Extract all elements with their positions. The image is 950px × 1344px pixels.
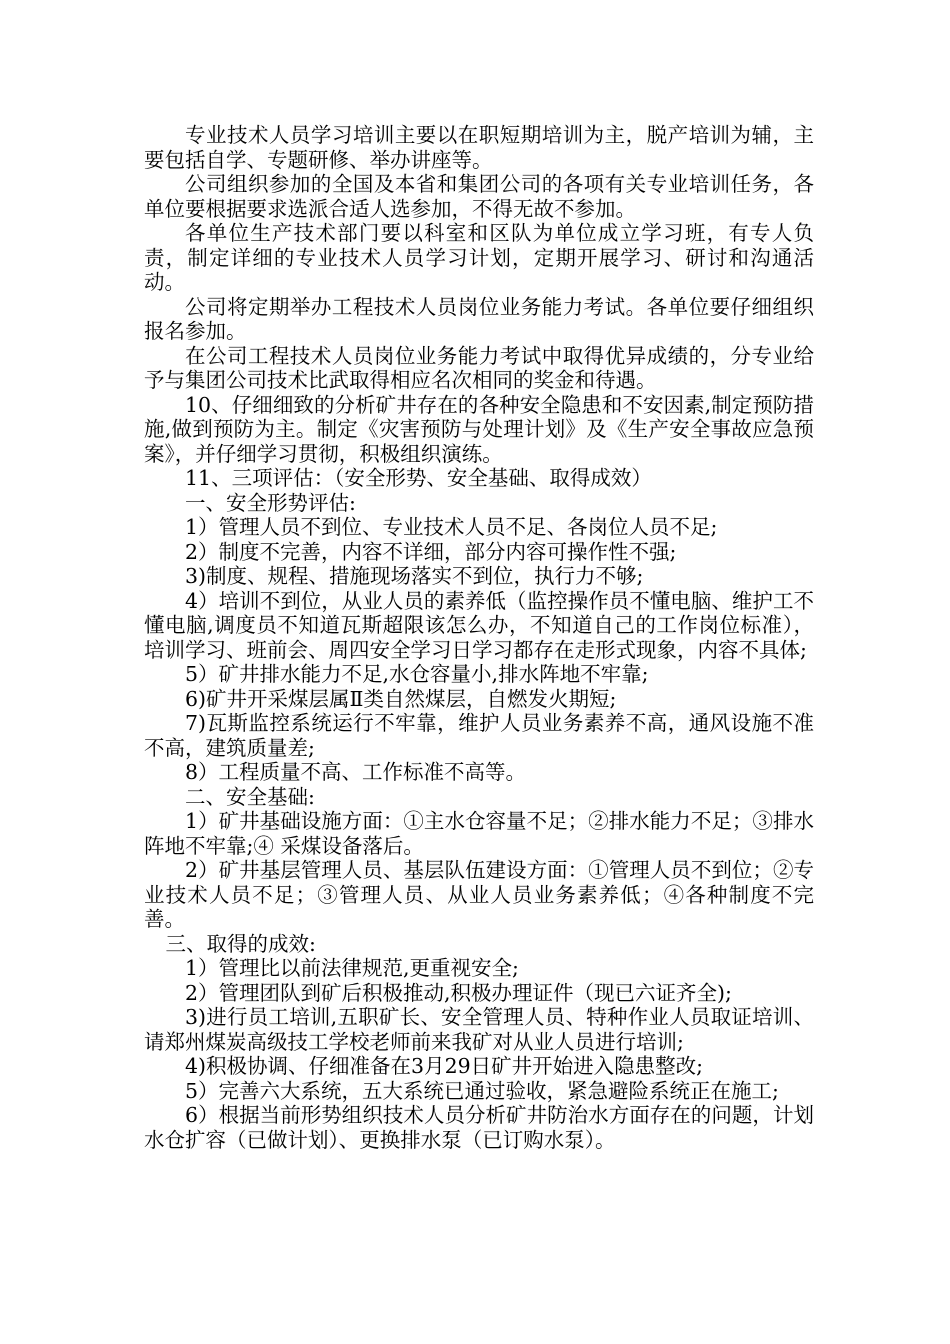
list-item-achievement-2: 2）管理团队到矿后积极推动,积极办理证件（现已六证齐全);: [185, 980, 732, 1005]
paragraph-training-mode: 专业技术人员学习培训主要以在职短期培训为主，脱产培训为辅，主要包括自学、专题研修、举办讲座等。: [144, 123, 814, 172]
list-item-achievement-1: 1）管理比以前法律规范,更重视安全;: [185, 956, 519, 980]
list-item-achievement-5: 5）完善六大系统，五大系统已通过验收，紧急避险系统正在施工;: [185, 1078, 779, 1103]
list-item-situation-5: 5）矿井排水能力不足,水仓容量小,排水阵地不牢靠;: [185, 662, 649, 686]
list-item-situation-3: 3)制度、规程、措施现场落实不到位，执行力不够;: [185, 564, 644, 588]
list-item-situation-2: 2）制度不完善，内容不详细，部分内容可操作性不强;: [185, 539, 677, 564]
paragraph-exam: 公司将定期举办工程技术人员岗位业务能力考试。各单位要仔细组织报名参加。: [144, 294, 814, 343]
list-item-situation-7: 7)瓦斯监控系统运行不牢靠，维护人员业务素养不高，通风设施不准不高，建筑质量差;: [144, 711, 814, 760]
paragraph-item-11: 11、三项评估：（安全形势、安全基础、取得成效）: [185, 466, 652, 490]
list-item-situation-6: 6)矿井开采煤层属Ⅱ类自然煤层，自燃发火期短;: [185, 686, 617, 711]
list-item-achievement-4: 4)积极协调、仔细准备在3月29日矿井开始进入隐患整改;: [185, 1054, 704, 1078]
list-item-situation-1: 1）管理人员不到位、专业技术人员不足、各岗位人员不足;: [185, 515, 718, 539]
list-item-achievement-3: 3)进行员工培训,五职矿长、安全管理人员、特种作业人员取证培训、请郑州煤炭高级技工学校老师前来我矿对从业人员进行培训;: [144, 1005, 814, 1054]
list-item-situation-8: 8）工程质量不高、工作标准不高等。: [185, 760, 527, 784]
paragraph-item-10: 10、仔细细致的分析矿井存在的各种安全隐患和不安因素,制定预防措施,做到预防为主。制定《灾害预防与处理计划》及《生产安全事故应急预案》，并仔细学习贯彻，积极组织演练。: [144, 392, 814, 466]
heading-safety-situation: 一、安全形势评估:: [185, 490, 356, 515]
paragraph-study-class: 各单位生产技术部门要以科室和区队为单位成立学习班，有专人负责，制定详细的专业技术人员学习计划，定期开展学习、研讨和沟通活动。: [144, 221, 814, 294]
heading-achievements: 三、取得的成效:: [165, 931, 316, 956]
list-item-basis-1: 1）矿井基础设施方面：①主水仓容量不足；②排水能力不足；③排水阵地不牢靠;④ 采煤设备落后。: [144, 809, 814, 858]
paragraph-company-training: 公司组织参加的全国及本省和集团公司的各项有关专业培训任务，各单位要根据要求选派合适人选参加，不得无故不参加。: [144, 172, 814, 221]
heading-safety-basis: 二、安全基础:: [185, 784, 315, 809]
list-item-achievement-6: 6）根据当前形势组织技术人员分析矿井防治水方面存在的问题，计划水仓扩容（已做计划）、更换排水泵（已订购水泵）。: [144, 1103, 814, 1152]
paragraph-reward: 在公司工程技术人员岗位业务能力考试中取得优异成绩的，分专业给予与集团公司技术比武取得相应名次相同的奖金和待遇。: [144, 343, 814, 392]
list-item-basis-2: 2）矿井基层管理人员、基层队伍建设方面：①管理人员不到位；②专业技术人员不足；③管理人员、从业人员业务素养低；④各种制度不完善。: [144, 858, 814, 931]
list-item-situation-4: 4）培训不到位，从业人员的素养低（监控操作员不懂电脑、维护工不懂电脑,调度员不知道瓦斯超限该怎么办，不知道自己的工作岗位标准），培训学习、班前会、周四安全学习日学习都存在走形式现象，内容不具体;: [144, 588, 814, 662]
document-body: [144, 123, 814, 1152]
